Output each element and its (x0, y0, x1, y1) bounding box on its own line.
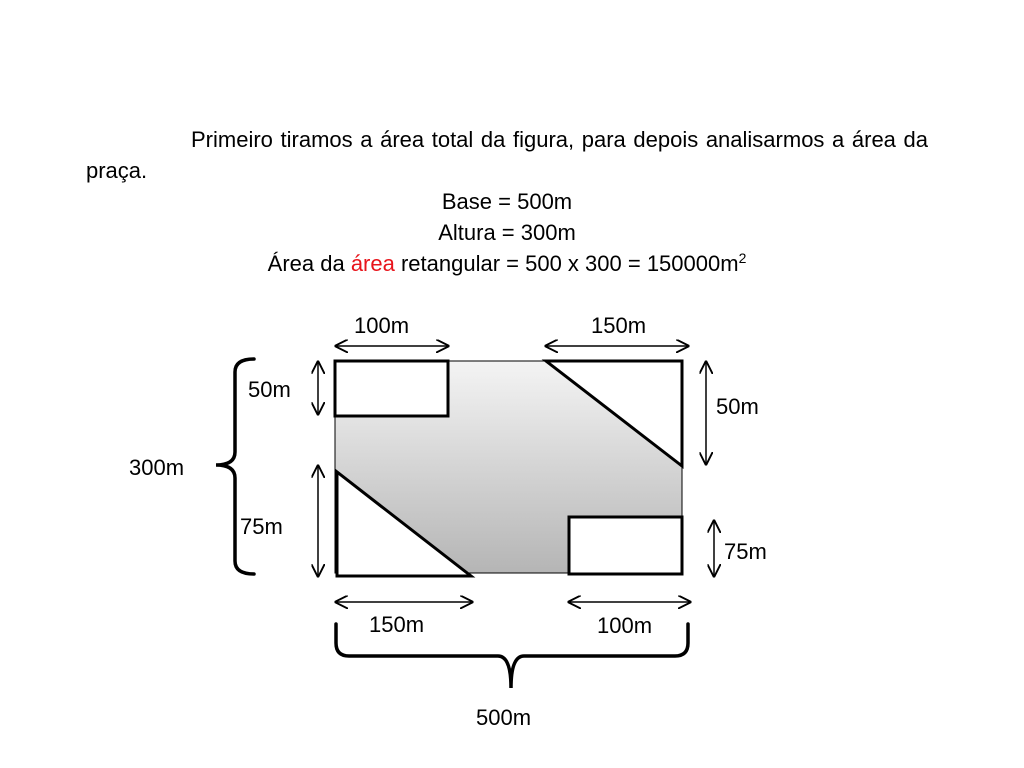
label-bottom-left-height: 75m (240, 514, 283, 539)
label-bottom-right-width: 100m (597, 613, 653, 638)
altura-line: Altura = 300m (438, 220, 576, 245)
area-suffix: retangular = 500 x 300 = 150000m (394, 251, 739, 276)
label-total-height: 300m (129, 455, 185, 480)
label-top-left-width: 100m (354, 313, 410, 338)
label-top-left-height: 50m (248, 377, 291, 402)
label-top-right-width: 150m (591, 313, 647, 338)
intro-paragraph: Primeiro tiramos a área total da figura, para depois analisarmos a área da praça. (86, 127, 928, 183)
area-highlight: área (350, 251, 395, 276)
label-bottom-right-height: 75m (724, 539, 767, 564)
area-exponent: 2 (738, 250, 747, 266)
base-line: Base = 500m (441, 189, 573, 214)
label-bottom-left-width: 150m (369, 612, 425, 637)
label-top-right-height: 50m (716, 394, 759, 419)
bottom-right-rectangle (569, 517, 682, 574)
top-left-rectangle (335, 361, 448, 416)
area-prefix: Área da (267, 251, 351, 276)
label-total-width: 500m (476, 705, 532, 730)
